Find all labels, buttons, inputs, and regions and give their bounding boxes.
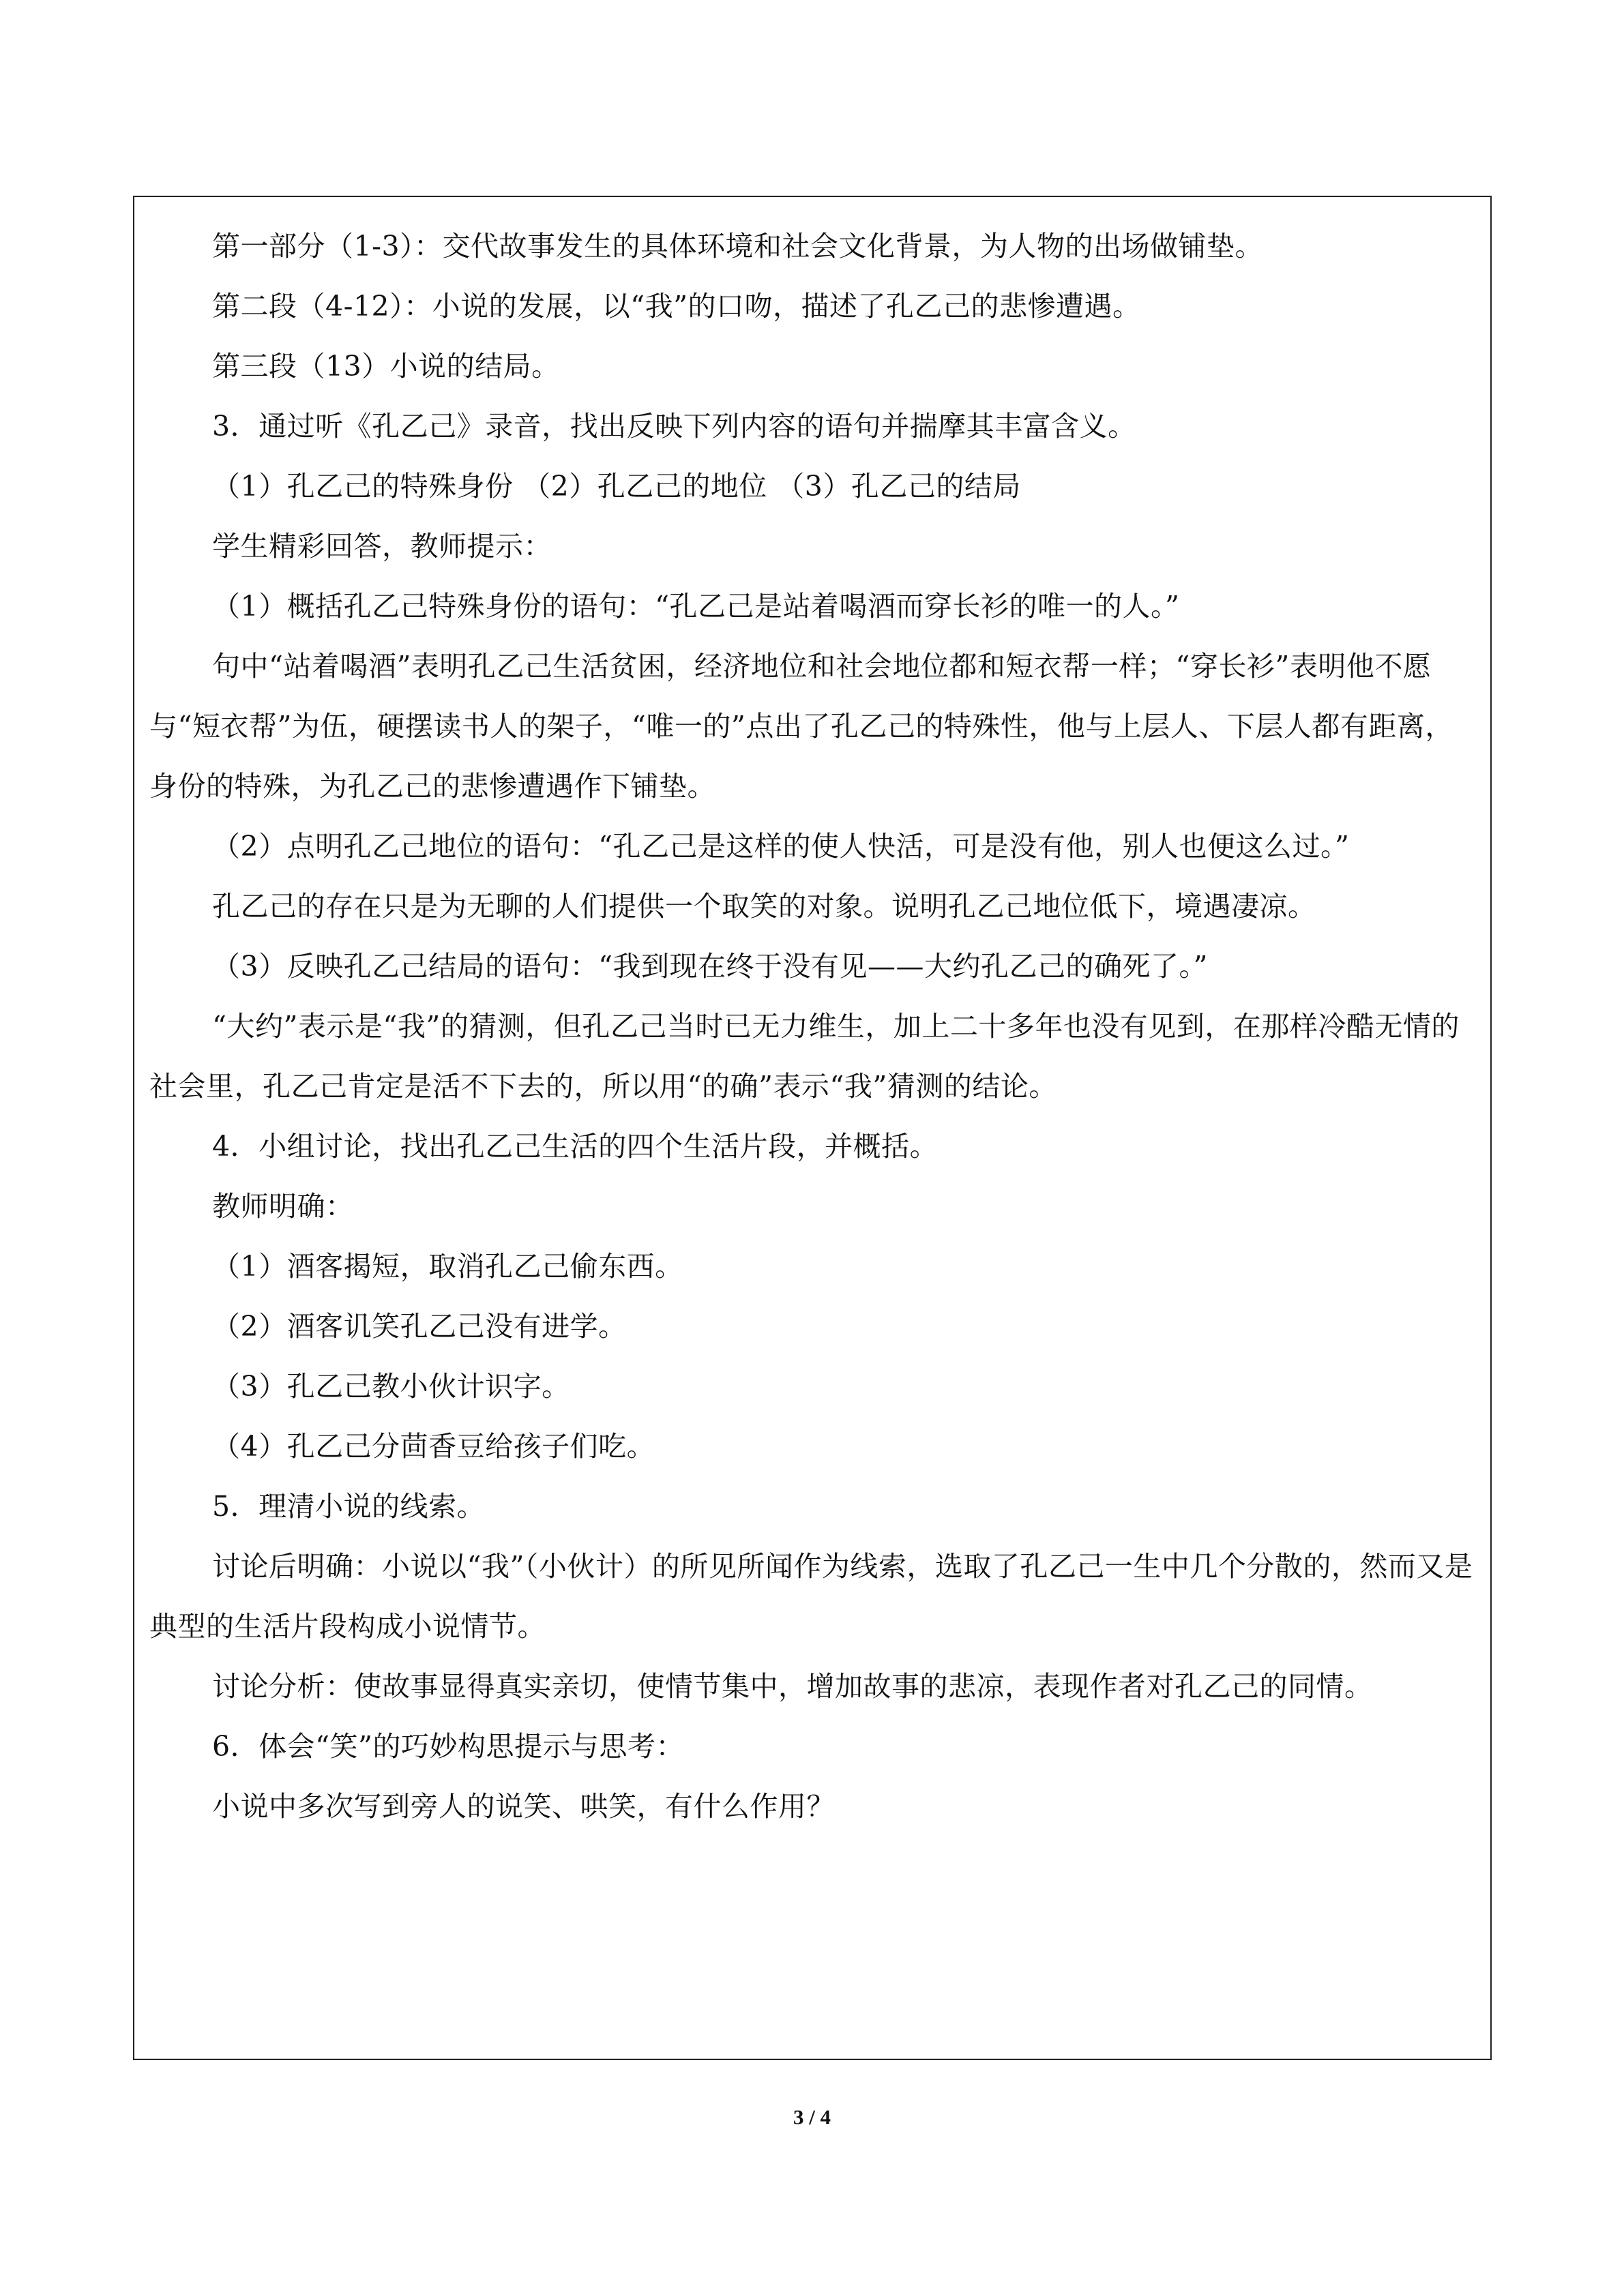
paragraph: （2）点明孔乙己地位的语句：“孔乙己是这样的使人快活，可是没有他，别人也便这么过。” <box>212 830 1350 863</box>
paragraph: 教师明确： <box>212 1190 354 1223</box>
paragraph: 第二段（4-12）：小说的发展，以“我”的口吻，描述了孔乙己的悲惨遭遇。 <box>212 290 1141 323</box>
paragraph: （1）孔乙己的特殊身份 （2）孔乙己的地位 （3）孔乙己的结局 <box>212 470 1021 503</box>
document-body <box>149 216 1475 2059</box>
page-number: 3 / 4 <box>793 2105 831 2129</box>
paragraph: 4．小组讨论，找出孔乙己生活的四个生活片段，并概括。 <box>212 1130 939 1163</box>
paragraph: 讨论后明确：小说以“我”（小伙计）的所见所闻作为线索，选取了孔乙己一生中几个分散的，然而又是典型的生活片段构成小说情节。 <box>149 1550 1473 1643</box>
paragraph: 5．理清小说的线索。 <box>212 1490 486 1523</box>
paragraph: （2）酒客讥笑孔乙己没有进学。 <box>212 1310 627 1343</box>
paragraph: （1）概括孔乙己特殊身份的语句：“孔乙己是站着喝酒而穿长衫的唯一的人。” <box>212 590 1180 623</box>
paragraph: （1）酒客揭短，取消孔乙己偷东西。 <box>212 1250 683 1283</box>
paragraph: 6．体会“笑”的巧妙构思提示与思考： <box>212 1730 685 1763</box>
paragraph: 3．通过听《孔乙己》录音，找出反映下列内容的语句并揣摩其丰富含义。 <box>212 410 1136 443</box>
paragraph: 句中“站着喝酒”表明孔乙己生活贫困，经济地位和社会地位都和短衣帮一样；“穿长衫”表明他不愿与“短衣帮”为伍，硬摆读书人的架子，“唯一的”点出了孔乙己的特殊性，他与上层人、下层人都有距离，身份的特殊，为孔乙己的悲惨遭遇作下铺垫。 <box>149 650 1453 803</box>
paragraph: （3）孔乙己教小伙计识字。 <box>212 1370 570 1403</box>
paragraph: （4）孔乙己分茴香豆给孩子们吃。 <box>212 1430 655 1463</box>
paragraph: 讨论分析：使故事显得真实亲切，使情节集中，增加故事的悲凉，表现作者对孔乙己的同情。 <box>212 1670 1373 1703</box>
paragraph: 孔乙己的存在只是为无聊的人们提供一个取笑的对象。说明孔乙己地位低下，境遇凄凉。 <box>212 890 1316 923</box>
paragraph: （3）反映孔乙己结局的语句：“我到现在终于没有见——大约孔乙己的确死了。” <box>212 950 1209 983</box>
paragraph: 第一部分（1-3）：交代故事发生的具体环境和社会文化背景，为人物的出场做铺垫。 <box>212 230 1264 263</box>
paragraph: 第三段（13）小说的结局。 <box>212 350 560 383</box>
paragraph: 学生精彩回答，教师提示： <box>212 530 552 563</box>
paragraph: 小说中多次写到旁人的说笑、哄笑，有什么作用？ <box>212 1790 835 1823</box>
document-table-cell <box>133 196 1492 2060</box>
paragraph: “大约”表示是“我”的猜测，但孔乙己当时已无力维生，加上二十多年也没有见到，在那样冷酷无情的社会里，孔乙己肯定是活不下去的，所以用“的确”表示“我”猜测的结论。 <box>149 1010 1460 1103</box>
